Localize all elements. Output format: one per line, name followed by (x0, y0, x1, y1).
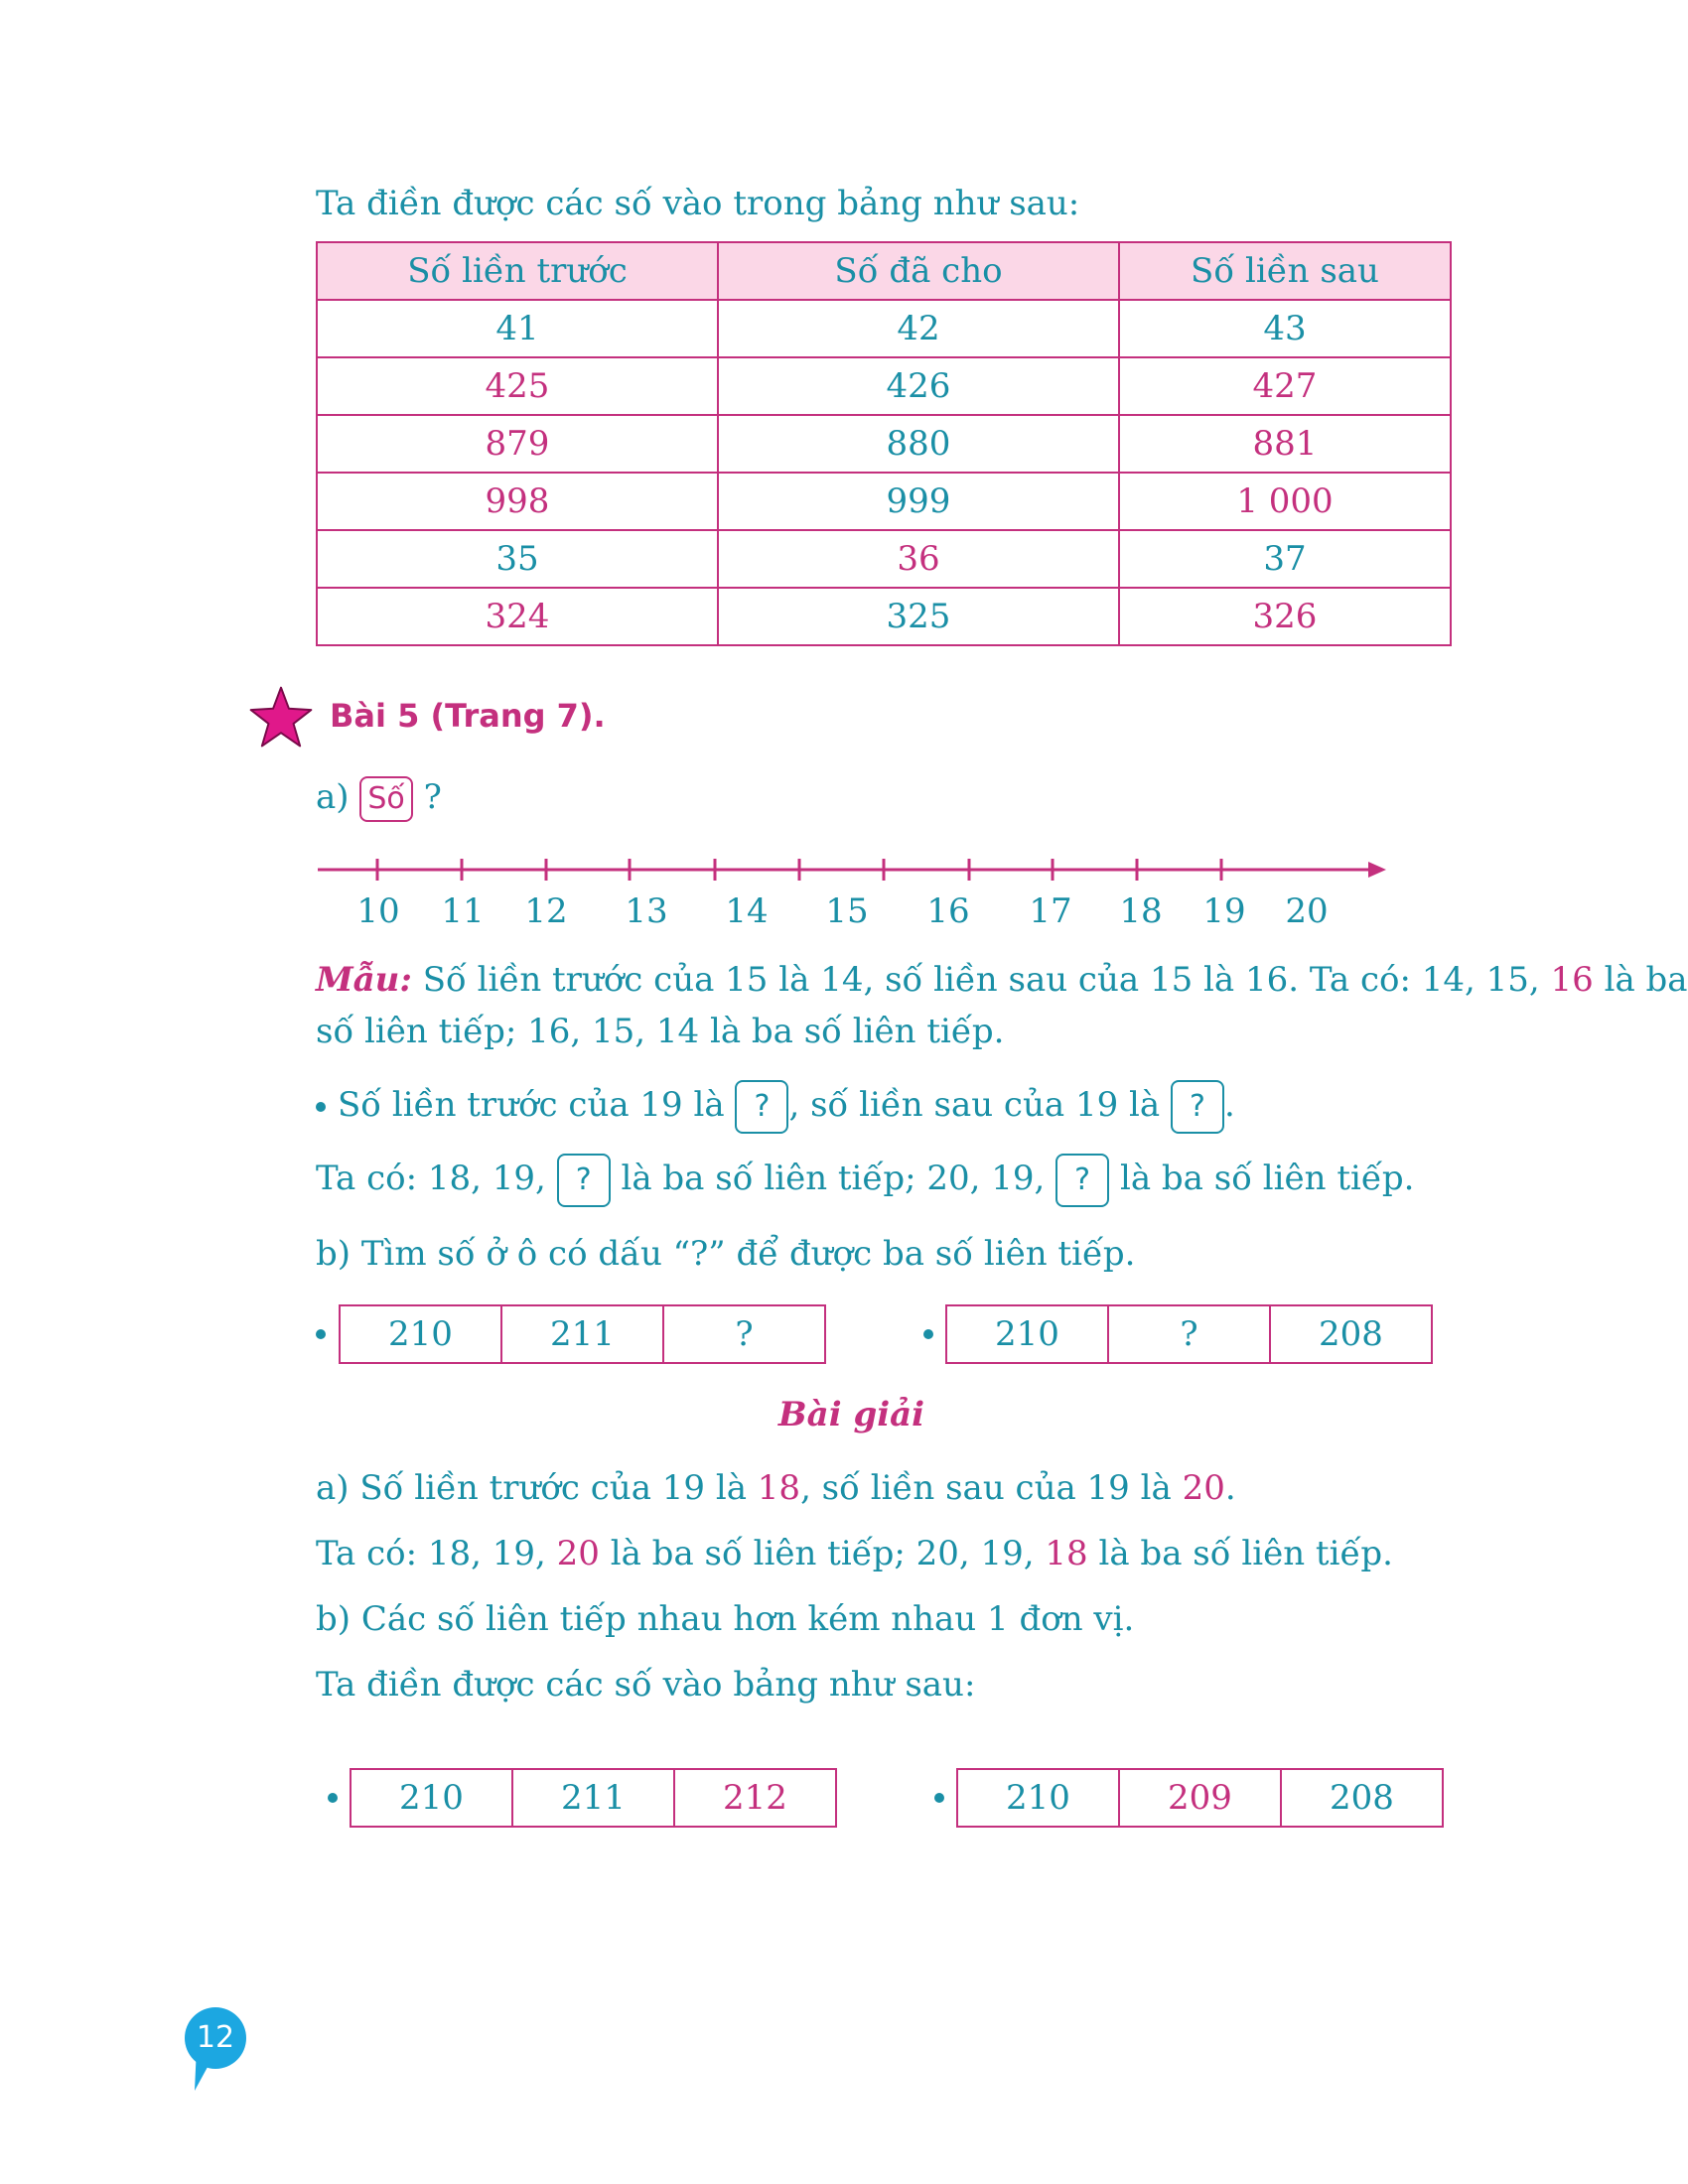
number-line-label: 11 (441, 891, 485, 931)
number-line-label: 19 (1202, 891, 1246, 931)
table-row (317, 588, 1451, 645)
star-icon (248, 685, 314, 751)
cell-next: 1 000 (1119, 473, 1451, 530)
cell-next: 881 (1119, 415, 1451, 473)
cell-given: 36 (718, 530, 1119, 588)
answer-box: ? (1055, 1154, 1109, 1207)
number-line-label: 14 (725, 891, 769, 931)
sol-highlight: 20 (556, 1534, 600, 1573)
number-line-label: 16 (926, 891, 970, 931)
cell-next: 43 (1119, 300, 1451, 357)
cell-previous: 425 (317, 357, 718, 415)
header-next: Số liền sau (1119, 242, 1451, 300)
box-cell: ? (1108, 1305, 1270, 1363)
box-cell: 210 (351, 1769, 512, 1827)
numbers-table (316, 241, 1452, 646)
sol-text: , số liền sau của 19 là (800, 1468, 1183, 1508)
q2-text-b: là ba số liên tiếp; 20, 19, (621, 1159, 1046, 1198)
header-previous: Số liền trước (317, 242, 718, 300)
number-line-label: 10 (356, 891, 400, 931)
sol-text: Ta có: 18, 19, (316, 1534, 557, 1573)
example-line-1 (316, 960, 1688, 1000)
q1-text-a: Số liền trước của 19 là (338, 1085, 725, 1125)
example-text-end: là ba (1593, 960, 1688, 1000)
example-label: Mẫu: (316, 960, 412, 1000)
table-row (317, 357, 1451, 415)
answer-boxes-1 (350, 1768, 837, 1828)
number-line-label: 13 (625, 891, 668, 931)
question-2 (316, 1154, 1414, 1207)
part-a-suffix: ? (423, 777, 442, 817)
answer-box: ? (557, 1154, 611, 1207)
question-boxes-1 (339, 1304, 826, 1364)
table-row (317, 300, 1451, 357)
solution-title: Bài giải (777, 1395, 925, 1434)
sol-text: . (1224, 1468, 1236, 1508)
q1-text-c: . (1223, 1085, 1235, 1125)
table-row (317, 415, 1451, 473)
bullet-icon (923, 1329, 933, 1339)
box-cell: 208 (1270, 1305, 1432, 1363)
solution-line-3: b) Các số liên tiếp nhau hơn kém nhau 1 đơn vị. (316, 1599, 1135, 1639)
number-line-label: 18 (1119, 891, 1163, 931)
box-cell: 209 (1119, 1769, 1281, 1827)
q2-text-c: là ba số liên tiếp. (1119, 1159, 1415, 1198)
box-cell: 211 (512, 1769, 674, 1827)
sol-text: là ba số liên tiếp. (1087, 1534, 1393, 1573)
cell-previous: 879 (317, 415, 718, 473)
number-line (316, 850, 1398, 889)
box-cell: 210 (957, 1769, 1119, 1827)
table-row (317, 530, 1451, 588)
solution-line-2 (316, 1534, 1393, 1573)
bullet-icon (328, 1793, 338, 1803)
cell-next: 427 (1119, 357, 1451, 415)
bullet-icon (934, 1793, 944, 1803)
example-text: Số liền trước của 15 là 14, số liền sau của 15 là 16. Ta có: 14, 15, (411, 960, 1551, 1000)
sol-highlight: 18 (757, 1468, 801, 1508)
sol-highlight: 20 (1182, 1468, 1225, 1508)
q2-text-a: Ta có: 18, 19, (316, 1159, 546, 1198)
number-line-label: 12 (524, 891, 568, 931)
so-box: Số (359, 776, 412, 822)
answer-box: ? (1171, 1080, 1224, 1134)
cell-given: 999 (718, 473, 1119, 530)
bullet-icon (316, 1329, 326, 1339)
cell-next: 326 (1119, 588, 1451, 645)
answer-boxes-2 (956, 1768, 1444, 1828)
cell-given: 426 (718, 357, 1119, 415)
cell-previous: 41 (317, 300, 718, 357)
number-line-label: 20 (1285, 891, 1329, 931)
answer-box: ? (735, 1080, 788, 1134)
cell-previous: 35 (317, 530, 718, 588)
box-cell: 211 (501, 1305, 663, 1363)
page-number: 12 (185, 2007, 246, 2069)
box-cell: 210 (340, 1305, 501, 1363)
sol-text: là ba số liên tiếp; 20, 19, (599, 1534, 1046, 1573)
solution-line-1 (316, 1468, 1236, 1508)
exercise-title: Bài 5 (Trang 7). (330, 697, 606, 735)
number-line-label: 15 (825, 891, 869, 931)
intro-text: Ta điền được các số vào trong bảng như sau: (316, 184, 1080, 223)
table-row (317, 473, 1451, 530)
sol-text: a) Số liền trước của 19 là (316, 1468, 758, 1508)
example-highlight: 16 (1550, 960, 1594, 1000)
part-b-prompt: b) Tìm số ở ô có dấu “?” để được ba số liên tiếp. (316, 1234, 1136, 1274)
solution-line-4: Ta điền được các số vào bảng như sau: (316, 1665, 976, 1705)
part-a-prefix: a) (316, 777, 350, 817)
cell-given: 42 (718, 300, 1119, 357)
bullet-icon (316, 1102, 326, 1112)
box-cell: 212 (674, 1769, 836, 1827)
cell-given: 880 (718, 415, 1119, 473)
table-header-row (317, 242, 1451, 300)
box-cell: ? (663, 1305, 825, 1363)
q1-text-b: , số liền sau của 19 là (788, 1085, 1161, 1125)
box-cell: 208 (1281, 1769, 1443, 1827)
part-a-prompt (316, 776, 442, 822)
number-line-label: 17 (1029, 891, 1072, 931)
header-given: Số đã cho (718, 242, 1119, 300)
cell-next: 37 (1119, 530, 1451, 588)
cell-previous: 324 (317, 588, 718, 645)
cell-previous: 998 (317, 473, 718, 530)
example-line-2: số liên tiếp; 16, 15, 14 là ba số liên tiếp. (316, 1012, 1005, 1051)
cell-given: 325 (718, 588, 1119, 645)
question-1 (316, 1080, 1235, 1134)
box-cell: 210 (946, 1305, 1108, 1363)
sol-highlight: 18 (1045, 1534, 1088, 1573)
question-boxes-2 (945, 1304, 1433, 1364)
